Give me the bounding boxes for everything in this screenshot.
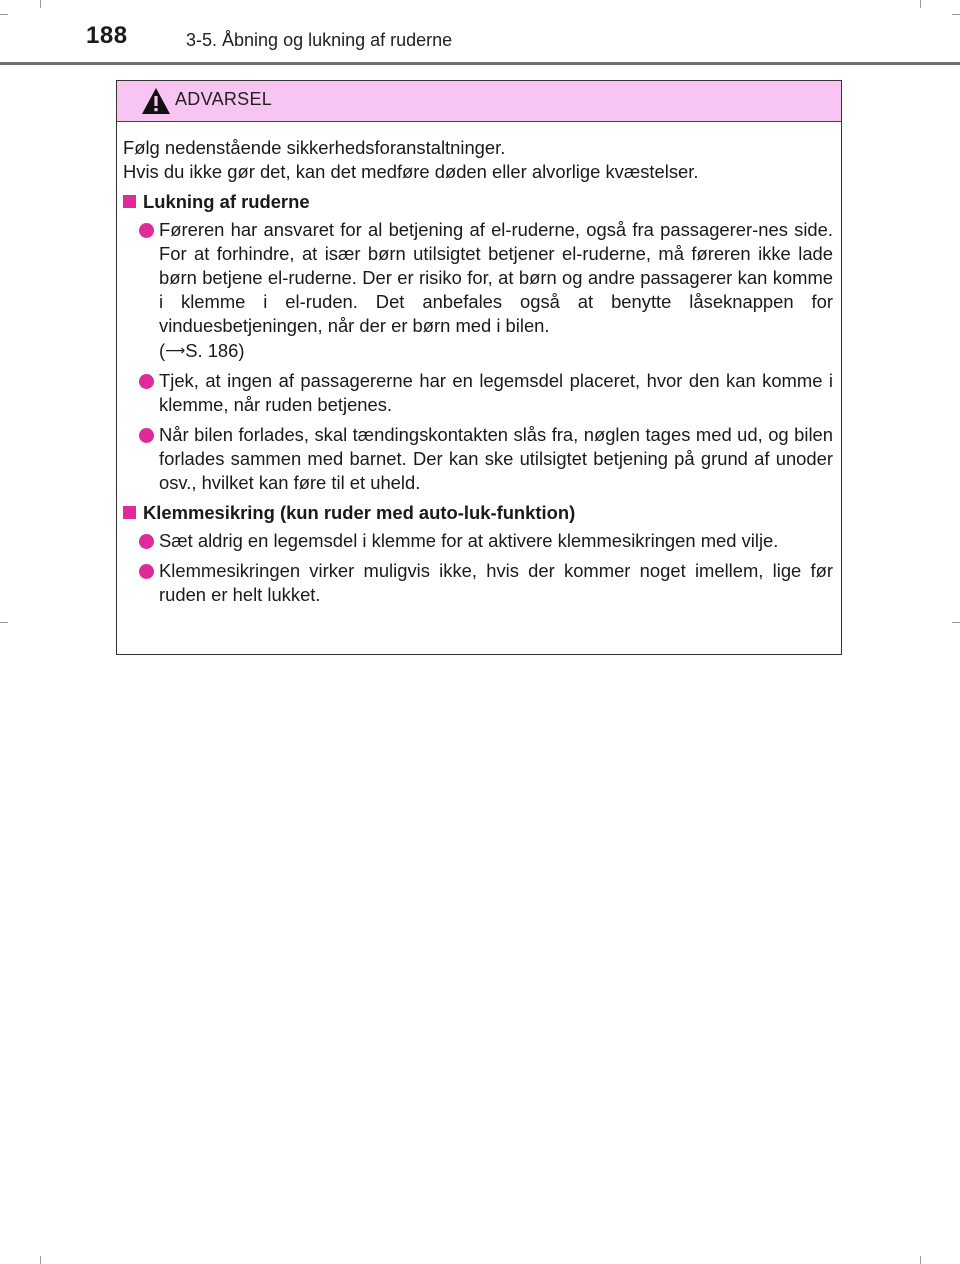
arrow-right-icon: ⟶ — [165, 342, 186, 358]
list-item: Når bilen forlades, skal tændingskontakten slås fra, nøglen tages med ud, og bilen forlades sammen med barnet. Der kan ske utilsigtet betjening på grund af unoder osv., hvilket kan føre til et uheld. — [123, 423, 833, 495]
square-bullet-icon — [123, 506, 136, 519]
crop-mark — [0, 622, 8, 623]
square-bullet-icon — [123, 195, 136, 208]
cross-reference[interactable]: S. 186 — [185, 340, 239, 361]
page-number: 188 — [86, 22, 128, 49]
crop-mark — [40, 1256, 41, 1264]
warning-title: ADVARSEL — [175, 89, 273, 109]
circle-bullet-icon — [139, 374, 154, 389]
circle-bullet-icon — [139, 223, 154, 238]
circle-bullet-icon — [139, 534, 154, 549]
warning-box — [116, 80, 842, 655]
section-heading: Klemmesikring (kun ruder med auto-luk-funktion) — [123, 501, 833, 525]
warning-intro — [123, 136, 833, 184]
list-item: Sæt aldrig en legemsdel i klemme for at aktivere klemmesikringen med vilje. — [123, 529, 833, 553]
warning-triangle-icon — [141, 87, 171, 115]
circle-bullet-icon — [139, 564, 154, 579]
warning-body — [117, 122, 841, 607]
circle-bullet-icon — [139, 428, 154, 443]
page-header — [0, 0, 960, 66]
header-rule — [0, 62, 960, 65]
section-klemmesikring — [123, 501, 833, 607]
intro-line: Følg nedenstående sikkerhedsforanstaltninger. — [123, 137, 506, 158]
list-item: Tjek, at ingen af passagererne har en legemsdel placeret, hvor den kan komme i klemme, når ruden betjenes. — [123, 369, 833, 417]
crop-mark — [952, 622, 960, 623]
list-item: Klemmesikringen virker muligvis ikke, hvis der kommer noget imellem, lige før ruden er helt lukket. — [123, 559, 833, 607]
section-lukning — [123, 190, 833, 495]
section-heading: Lukning af ruderne — [123, 190, 833, 214]
intro-line: Hvis du ikke gør det, kan det medføre døden eller alvorlige kvæstelser. — [123, 161, 699, 182]
list-item: Føreren har ansvaret for al betjening af el-ruderne, også fra passagerer-nes side. For at forhindre, at især børn utilsigtet betjener el-ruderne, må føreren ikke lade børn betjene el-ruderne. Der er risiko for, at børn og andre passagerer kan komme i klemme i el-ruden. Det anbefales også at benytte låseknappen for vinduesbetjeningen, når der er børn med i bilen. (⟶S. 186) — [123, 218, 833, 363]
crop-mark — [920, 1256, 921, 1264]
warning-header — [117, 81, 841, 122]
section-title: 3-5. Åbning og lukning af ruderne — [186, 30, 453, 50]
